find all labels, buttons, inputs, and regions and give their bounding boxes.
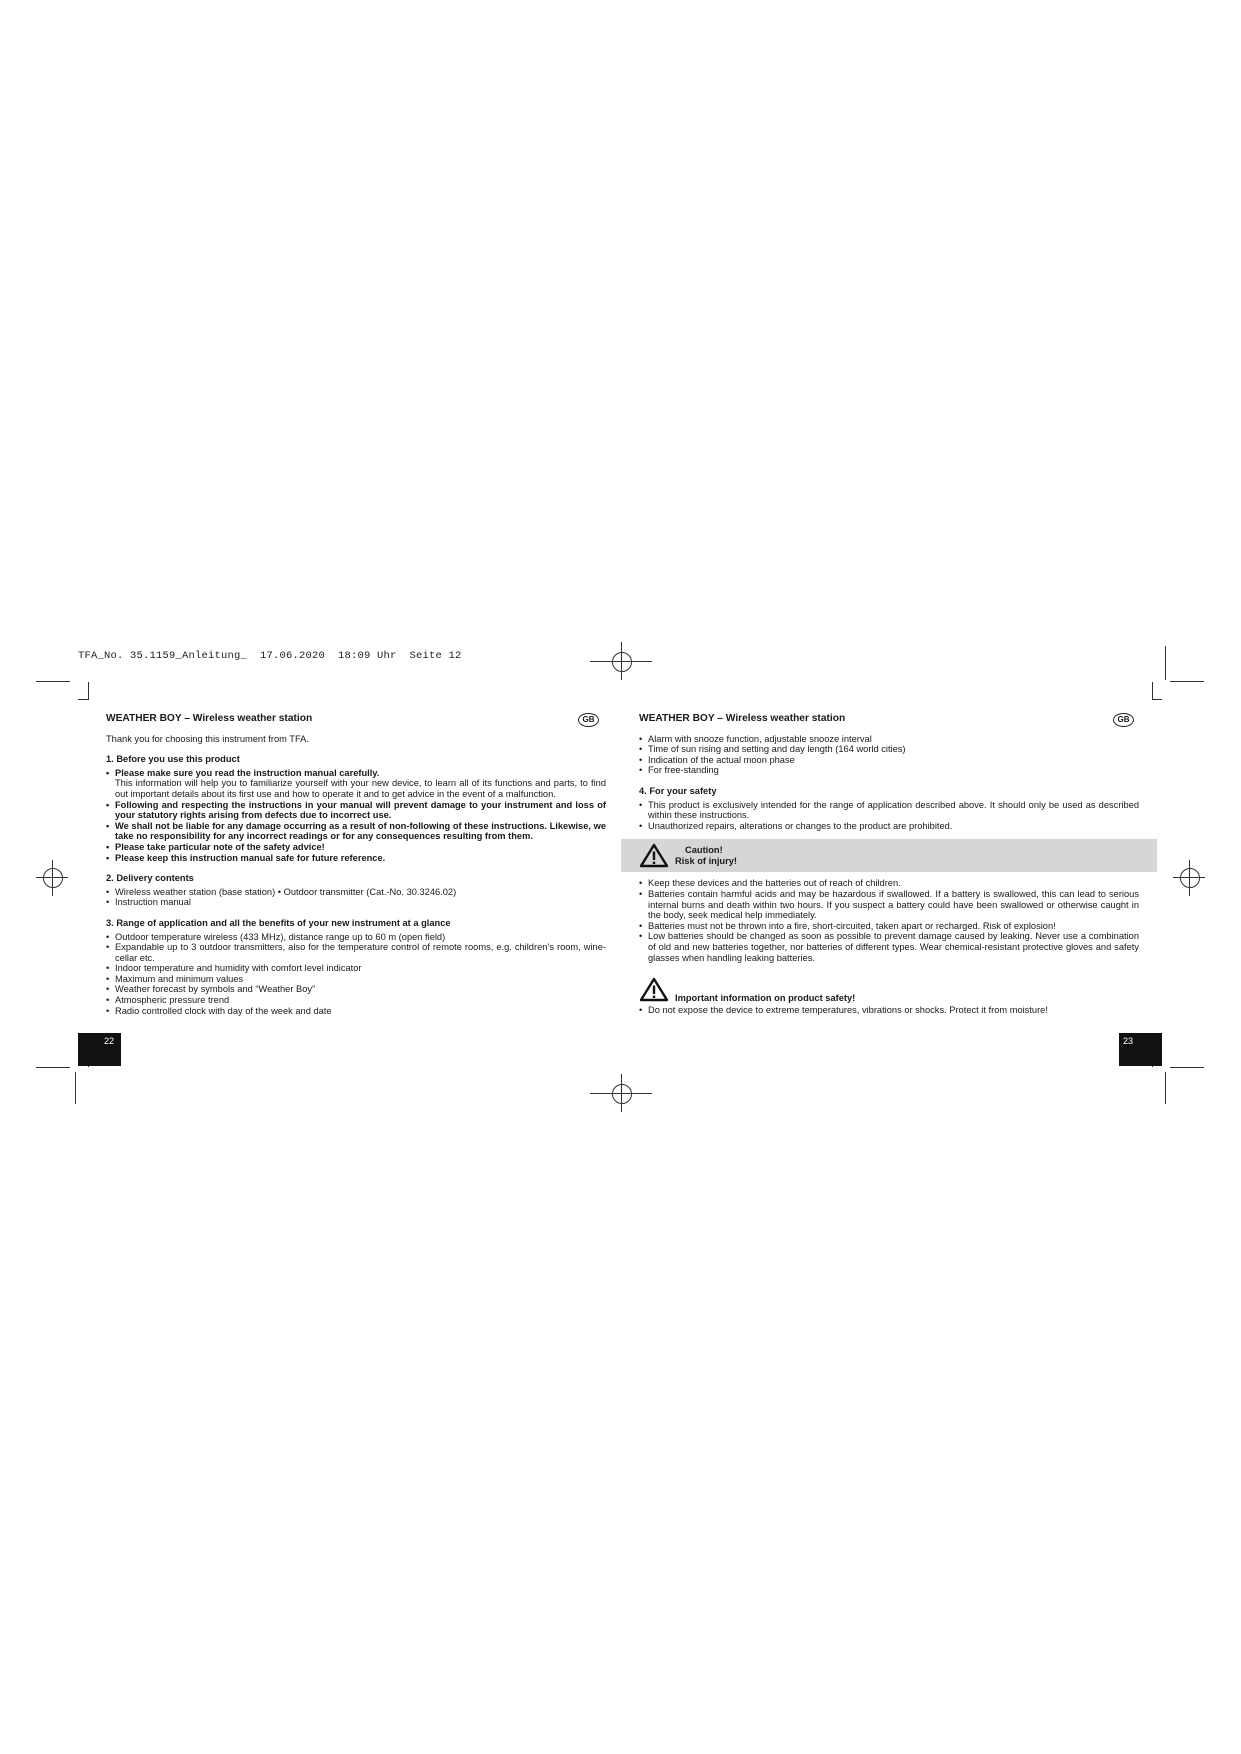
page-number-text: 22 (104, 1036, 115, 1046)
page-number-right (1119, 1033, 1162, 1066)
list-item: • Batteries must not be thrown into a fire, short-circuited, taken apart or recharged. Risk of explosion! (639, 921, 1139, 932)
list-item: • For free-standing (639, 765, 1139, 776)
right-page (639, 714, 1139, 1016)
list-item: • Unauthorized repairs, alterations or changes to the product are prohibited. (639, 821, 1139, 832)
warning-icon (639, 843, 669, 868)
delivery-list (106, 887, 606, 908)
list-item: • Alarm with snooze function, adjustable snooze interval (639, 734, 1139, 745)
list-item: • Please take particular note of the safety advice! (106, 842, 606, 853)
caution-text (675, 845, 737, 867)
list-item-text: Please make sure you read the instruction manual carefully. (115, 767, 380, 778)
list-item: • Low batteries should be changed as soon as possible to prevent damage caused by leaking. Never use a combination of old and new batteries together, nor batteries of different types. Wear chemical-resistant protective gloves and safety glasses when handling leaking batteries. (639, 931, 1139, 963)
list-item: • Indication of the actual moon phase (639, 755, 1139, 766)
list-item: • This product is exclusively intended for the range of application described above. It should only be used as described within these instructions. (639, 800, 1139, 821)
range-list (106, 932, 606, 1017)
list-item: • Outdoor temperature wireless (433 MHz), distance range up to 60 m (open field) (106, 932, 606, 943)
section-heading-before-use: 1. Before you use this product (106, 754, 240, 765)
features-continued-list (639, 734, 1139, 776)
list-item: • Time of sun rising and setting and day length (164 world cities) (639, 744, 1139, 755)
left-page (106, 714, 606, 1016)
section-heading-range: 3. Range of application and all the benefits of your new instrument at a glance (106, 917, 451, 928)
caution-title: Caution! (685, 845, 723, 856)
list-item: • Radio controlled clock with day of the week and date (106, 1006, 606, 1017)
section-heading-safety: 4. For your safety (639, 785, 717, 796)
list-item: • Batteries contain harmful acids and may be hazardous if swallowed. If a battery is swallowed, this can lead to serious internal burns and death within two hours. If you suspect a battery could have been swallowed or otherwise caught in the body, seek medical help immediately. (639, 889, 1139, 921)
language-badge: GB (578, 713, 599, 727)
safety-list (639, 800, 1139, 832)
list-item: • Indoor temperature and humidity with comfort level indicator (106, 963, 606, 974)
list-item: • Please keep this instruction manual safe for future reference. (106, 853, 606, 864)
section-heading-delivery: 2. Delivery contents (106, 873, 194, 884)
list-item: • We shall not be liable for any damage occurring as a result of non-following of these instructions. Likewise, we take no responsibility for any incorrect readings or for any consequences resulting from them. (106, 821, 606, 842)
list-item: • Do not expose the device to extreme temperatures, vibrations or shocks. Protect it from moisture! (639, 1005, 1139, 1016)
caution-subtitle: Risk of injury! (675, 856, 737, 867)
language-badge: GB (1113, 713, 1134, 727)
caution-list (639, 878, 1139, 963)
important-list (639, 1005, 1139, 1016)
intro-text: Thank you for choosing this instrument from TFA. (106, 733, 309, 744)
warning-icon (639, 977, 669, 1002)
list-item-subtext: This information will help you to familiarize yourself with your new device, to learn all of its functions and parts, to find out important details about its first use and how to operate it and to get advice in the event of a malfunction. (115, 778, 606, 799)
print-slug: TFA_No. 35.1159_Anleitung_ 17.06.2020 18:09 Uhr Seite 12 (78, 650, 462, 662)
before-use-list (106, 768, 606, 863)
list-item (106, 768, 606, 800)
page-number-text: 23 (1123, 1036, 1134, 1046)
list-item: • Atmospheric pressure trend (106, 995, 606, 1006)
caution-banner (621, 839, 1157, 872)
list-item: • Keep these devices and the batteries out of reach of children. (639, 878, 1139, 889)
list-item: • Instruction manual (106, 897, 606, 908)
list-item: • Weather forecast by symbols and “Weather Boy” (106, 984, 606, 995)
list-item: • Maximum and minimum values (106, 974, 606, 985)
list-item: • Wireless weather station (base station) • Outdoor transmitter (Cat.-No. 30.3246.02) (106, 887, 606, 898)
list-item: • Following and respecting the instructions in your manual will prevent damage to your instrument and loss of your statutory rights arising from defects due to incorrect use. (106, 800, 606, 821)
page-number-left (78, 1033, 121, 1066)
list-item: • Expandable up to 3 outdoor transmitters, also for the temperature control of remote rooms, e.g. children’s room, wine-cellar etc. (106, 942, 606, 963)
page-title: WEATHER BOY – Wireless weather station (639, 713, 846, 724)
page-title: WEATHER BOY – Wireless weather station (106, 713, 313, 724)
important-title: Important information on product safety! (675, 993, 856, 1004)
important-notice (639, 977, 1139, 1005)
